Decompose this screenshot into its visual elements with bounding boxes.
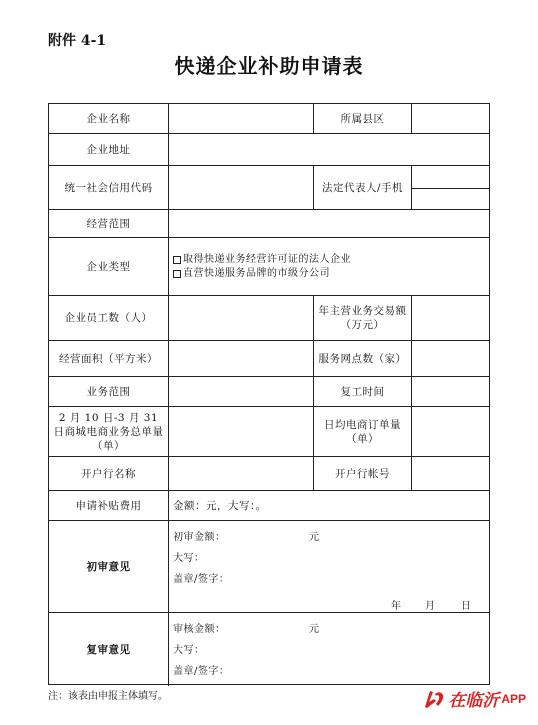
attachment-label: 附件 4-1 — [48, 33, 107, 49]
label-county: 所属县区 — [314, 104, 412, 133]
label-bank-name: 开户行名称 — [49, 457, 169, 490]
field-company-name[interactable] — [169, 104, 314, 133]
row-first-review — [49, 521, 489, 613]
watermark — [422, 686, 526, 711]
first-review-amount-label: 初审金额： — [173, 532, 226, 543]
row-subsidy — [49, 491, 489, 521]
label-first-review: 初审意见 — [49, 521, 169, 612]
label-credit-code: 统一社会信用代码 — [49, 166, 169, 209]
label-company-name: 企业名称 — [49, 104, 169, 133]
checkbox-branch-company[interactable] — [173, 270, 181, 278]
label-annual-revenue: 年主营业务交易额（万元） — [314, 296, 412, 340]
field-annual-revenue[interactable] — [412, 296, 489, 340]
field-resume-date[interactable] — [412, 377, 489, 406]
subsidy-application-form — [48, 103, 490, 685]
field-total-orders[interactable] — [169, 407, 314, 456]
first-review-unit: 元 — [309, 532, 320, 543]
row-bank — [49, 457, 489, 491]
label-area: 经营面积（平方米） — [49, 341, 169, 376]
footer-note: 注：该表由申报主体填写。 — [48, 691, 168, 702]
watermark-text: 在临沂 — [448, 691, 500, 711]
first-review-capital-label: 大写： — [173, 553, 205, 564]
row-company-type — [49, 238, 489, 296]
label-address: 企业地址 — [49, 134, 169, 165]
second-review-unit: 元 — [309, 624, 320, 635]
label-company-type: 企业类型 — [49, 238, 169, 295]
checkbox-licensed-enterprise[interactable] — [173, 256, 181, 264]
row-staff — [49, 296, 489, 341]
second-review-seal-label: 盖章/签字： — [173, 666, 230, 677]
watermark-app: APP — [501, 691, 526, 706]
row-address — [49, 134, 489, 166]
first-review-seal-label: 盖章/签字： — [173, 574, 230, 585]
field-bank-account[interactable] — [412, 457, 489, 490]
row-credit-code — [49, 166, 489, 210]
field-outlets[interactable] — [412, 341, 489, 376]
field-business-range[interactable] — [169, 377, 314, 406]
row-area — [49, 341, 489, 377]
option-branch-company[interactable] — [173, 267, 330, 281]
field-area[interactable] — [169, 341, 314, 376]
option-licensed-enterprise[interactable] — [173, 253, 351, 267]
label-second-review: 复审意见 — [49, 613, 169, 686]
row-company-name — [49, 104, 489, 134]
second-review-box[interactable] — [169, 613, 489, 686]
row-business-range — [49, 377, 489, 407]
option-label: 直营快递服务品牌的市级分公司 — [183, 267, 330, 279]
option-label: 取得快递业务经营许可证的法人企业 — [183, 253, 351, 265]
second-review-amount-label: 审核金额： — [173, 624, 226, 635]
field-address[interactable] — [169, 134, 489, 165]
label-outlets: 服务网点数（家） — [314, 341, 412, 376]
first-review-box[interactable] — [169, 521, 489, 612]
label-daily-orders: 日均电商订单量（单） — [314, 407, 412, 456]
field-staff-count[interactable] — [169, 296, 314, 340]
label-business-range: 业务范围 — [49, 377, 169, 406]
label-subsidy: 申请补贴费用 — [49, 491, 169, 520]
linyi-logo-icon — [422, 688, 446, 710]
field-daily-orders[interactable] — [412, 407, 489, 456]
field-subsidy-amount[interactable]: 金额：元，大写：。 — [173, 499, 267, 512]
row-business-scope — [49, 210, 489, 238]
label-staff-count: 企业员工数（人） — [49, 296, 169, 340]
company-type-options — [169, 238, 489, 295]
field-legal-rep[interactable] — [412, 166, 489, 209]
label-resume-date: 复工时间 — [314, 377, 412, 406]
label-total-orders: 2 月 10 日-3 月 31 日商城电商业务总单量（单） — [49, 407, 169, 456]
form-title: 快递企业补助申请表 — [174, 54, 364, 78]
row-orders — [49, 407, 489, 457]
date-day: 日 — [461, 601, 472, 612]
field-county[interactable] — [412, 104, 489, 133]
date-month: 月 — [425, 601, 436, 612]
field-business-scope[interactable] — [169, 210, 489, 237]
row-second-review — [49, 613, 489, 686]
second-review-capital-label: 大写： — [173, 645, 205, 656]
label-business-scope: 经营范围 — [49, 210, 169, 237]
date-year: 年 — [391, 601, 402, 612]
label-bank-account: 开户行帐号 — [314, 457, 412, 490]
field-bank-name[interactable] — [169, 457, 314, 490]
field-credit-code[interactable] — [169, 166, 314, 209]
label-legal-rep: 法定代表人/手机 — [314, 166, 412, 209]
